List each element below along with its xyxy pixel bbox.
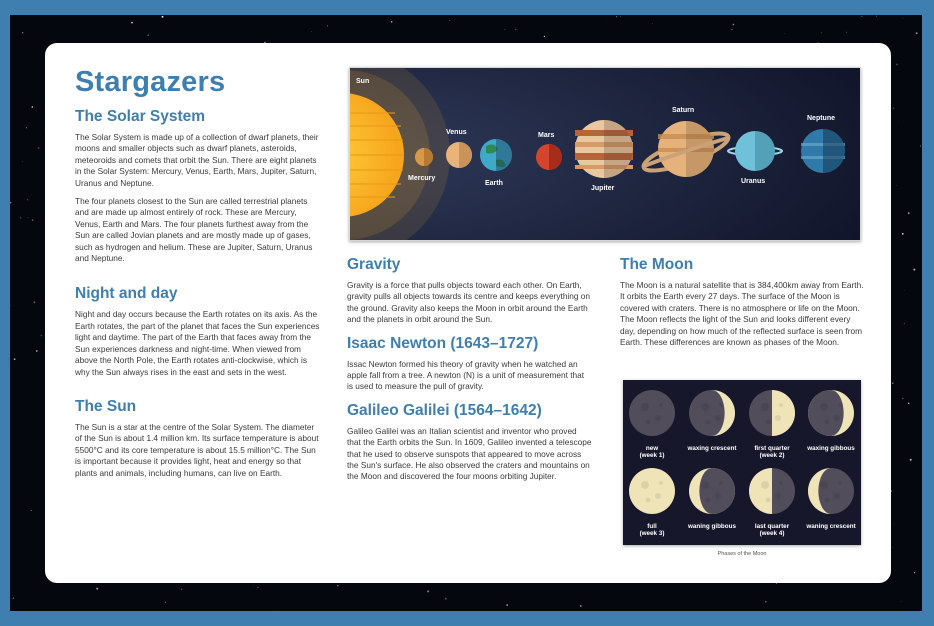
star <box>257 587 258 588</box>
moon-phases-caption: Phases of the Moon <box>717 551 767 557</box>
star <box>131 22 133 24</box>
night-day-heading: Night and day <box>75 285 178 303</box>
star <box>26 127 27 128</box>
star <box>914 572 915 573</box>
sun-paragraph: The Sun is a star at the centre of the Solar System. The diameter of the Sun is about 1.4 million km. Its surface temperature is about 5500°C and its core temperature is about 15.5 million°C. The Sun is important because it provides light, heat and energy so that plants and animals, including humans, can live on Earth. <box>75 421 319 478</box>
phase-week-3: (week 3) <box>639 530 665 537</box>
phase-week-1: (week 1) <box>639 452 665 459</box>
phase-label-waning-gibbous: waning gibbous <box>688 523 736 530</box>
star <box>327 25 328 26</box>
content-card <box>45 43 891 583</box>
star <box>38 147 40 149</box>
star <box>861 16 862 17</box>
sun-stripes <box>350 113 404 197</box>
phase-label-first-quarter: first quarter <box>754 445 790 452</box>
moon-paragraph: The Moon is a natural satellite that is 384,400km away from Earth. It orbits the Earth every 27 days. The surface of the Moon is covered with craters. There is no atmosphere or life on the Moon. The Moon reflects the light of the Sun and looks different every day, depending on how much of the reflected surface is seen from Earth. These differences are known as phases of the Moon. <box>620 280 864 348</box>
star <box>164 37 165 38</box>
solar-system-paragraph-2: The four planets closest to the Sun are called terrestrial planets and are made up almost entirely of rock. These are Mercury, Venus, Earth and Mars. The four planets furthest away from the Sun are called Jovian planets and are mostly made up of gases, such as hydrogen and helium. These are Jupiter, Saturn, Uranus and Neptune. <box>75 196 313 264</box>
label-venus: Venus <box>446 129 467 136</box>
moon-disc-waxing-gibbous <box>808 390 854 436</box>
moon-disc-full <box>629 468 675 514</box>
star <box>910 459 912 461</box>
star <box>916 32 918 34</box>
label-mercury: Mercury <box>408 175 436 182</box>
star <box>821 32 822 33</box>
star <box>337 585 338 586</box>
star <box>14 358 16 360</box>
star <box>311 31 312 32</box>
newton-heading: Isaac Newton (1643–1727) <box>347 334 539 352</box>
star <box>892 547 893 548</box>
galileo-paragraph: Galileo Galilei was an Italian scientist and inventor who proved that the Earth orbits the Sun. In 1609, Galileo invented a telescope that he used to observe sunspots that appeared to move across the Sun's surface. He also observed the craters and mountains on the Moon and discovered the four moons orbiting Jupiter. <box>347 425 592 482</box>
star <box>776 583 777 584</box>
star <box>27 199 29 201</box>
star <box>427 590 429 592</box>
star <box>903 18 904 19</box>
phase-label-waning-crescent: waning crescent <box>806 523 856 530</box>
star <box>28 217 29 218</box>
star <box>449 20 450 21</box>
star <box>445 598 447 600</box>
star <box>616 16 617 17</box>
phase-week-4: (week 4) <box>759 530 785 537</box>
star <box>40 335 42 337</box>
star <box>731 29 732 30</box>
gravity-heading: Gravity <box>347 256 401 273</box>
star <box>733 24 735 26</box>
left-column <box>75 65 320 486</box>
star <box>908 403 910 405</box>
star <box>36 350 38 352</box>
moon-disc-waning-gibbous <box>689 468 735 514</box>
phase-label-waxing-crescent: waxing crescent <box>687 445 737 452</box>
phase-label-last-quarter: last quarter <box>754 523 790 530</box>
label-neptune: Neptune <box>807 115 835 122</box>
star <box>32 219 33 220</box>
solar-system-illustration <box>349 67 861 241</box>
sun-heading: The Sun <box>75 397 137 415</box>
star <box>10 202 11 204</box>
star <box>505 29 506 30</box>
star <box>904 323 905 324</box>
label-mars: Mars <box>538 132 555 139</box>
page-title: Stargazers <box>75 66 226 98</box>
star <box>899 121 900 122</box>
star <box>846 32 847 33</box>
star <box>913 269 915 271</box>
star <box>13 597 15 599</box>
moon-disc-last-quarter <box>749 468 795 514</box>
star <box>892 382 893 383</box>
label-earth: Earth <box>485 180 503 187</box>
star <box>893 107 894 108</box>
moon-disc-waxing-crescent <box>689 390 735 436</box>
star <box>162 16 164 18</box>
label-uranus: Uranus <box>741 178 766 185</box>
jupiter-planet <box>575 120 633 178</box>
galileo-heading: Galileo Galilei (1564–1642) <box>347 401 542 419</box>
star <box>148 34 149 35</box>
star <box>20 217 22 219</box>
moon-phases-illustration <box>623 380 861 545</box>
star <box>896 63 898 65</box>
star <box>515 29 516 30</box>
star <box>897 185 898 186</box>
label-saturn: Saturn <box>672 107 695 114</box>
star <box>22 161 23 162</box>
star <box>902 398 903 399</box>
moon-disc-first-quarter <box>749 390 795 436</box>
star <box>765 601 767 603</box>
star <box>96 588 98 590</box>
phase-label-waxing-gibbous: waxing gibbous <box>807 445 855 452</box>
star <box>31 106 33 108</box>
star <box>908 212 910 214</box>
star <box>580 605 582 607</box>
star <box>506 604 508 606</box>
star <box>10 305 11 306</box>
star <box>652 23 653 24</box>
newton-paragraph: Issac Newton formed his theory of gravity when he watched an apple fall from a tree. A newton (N) is a unit of measurement that is used to measure the pull of gravity. <box>347 358 585 392</box>
solar-system-paragraph-1: The Solar System is made up of a collection of dwarf planets, their moons and smaller objects such as dwarf planets, asteroids, meteoroids and comets that orbit the Sun. There are eight planets in the Solar System: Mercury, Venus, Earth, Mars, Jupiter, Saturn, Uranus and Neptune. <box>75 132 319 188</box>
middle-column <box>347 255 592 490</box>
label-sun: Sun <box>356 78 370 85</box>
star <box>31 510 32 511</box>
moon-heading: The Moon <box>620 256 694 273</box>
star <box>181 589 182 590</box>
star <box>544 36 545 37</box>
star <box>902 233 904 235</box>
night-day-paragraph: Night and day occurs because the Earth rotates on its axis. As the Earth rotates, the part of the planet that faces the Sun experiences light and daytime. The part of the Earth that faces away from the Sun experiences darkness and night-time. When viewed from above the North Pole, the Earth rotates anti-clockwise, which is why the Sun always rises in the east and sets in the west. <box>75 309 320 377</box>
phase-label-full: full <box>647 523 657 530</box>
label-jupiter: Jupiter <box>591 185 615 192</box>
gravity-paragraph: Gravity is a force that pulls objects toward each other. On Earth, gravity pulls all objects towards its centre and keeps everything on the ground. Gravity also keeps the Moon in orbit around the Earth and the planets in orbit around the Sun. <box>347 280 591 325</box>
phase-week-2: (week 2) <box>759 452 785 459</box>
star <box>920 146 921 147</box>
neptune-planet <box>801 129 845 173</box>
star <box>876 16 877 17</box>
star <box>33 301 35 303</box>
moon-disc-waning-crescent <box>808 468 854 514</box>
star <box>620 16 621 17</box>
star <box>165 602 166 603</box>
star <box>901 601 902 602</box>
star <box>22 32 23 33</box>
solar-system-heading: The Solar System <box>75 108 206 125</box>
star <box>391 21 392 22</box>
phase-label-new: new <box>645 445 659 452</box>
moon-disc-new <box>629 390 675 436</box>
right-column <box>620 255 865 355</box>
